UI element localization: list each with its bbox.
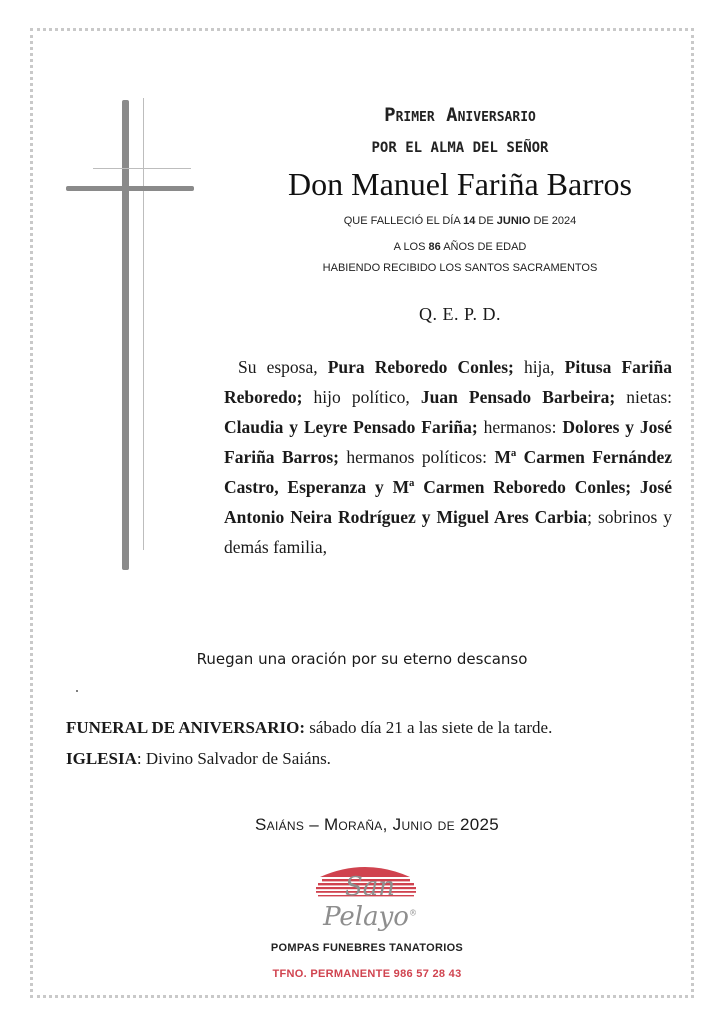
age-prefix: A LOS [393,241,429,253]
company-name: POMPAS FUNEBRES TANATORIOS [270,942,464,954]
phone-number: TFNO. PERMANENTE 986 57 28 43 [272,968,462,980]
church-line [66,743,686,774]
qepd: Q. E. P. D. [418,304,501,324]
family-text: nietas: [615,387,672,407]
family-text: ; sobrinos y demás familia, [224,507,672,557]
dedication-line: POR EL ALMA DEL SEÑOR [371,140,549,156]
family-text: hijo político, [302,387,421,407]
family-paragraph [224,352,672,562]
death-year: DE 2024 [530,215,577,227]
funeral-label: FUNERAL DE ANIVERSARIO: [66,718,305,737]
cross-horizontal-bar [66,186,194,191]
cross-horizontal-line [93,168,191,169]
deceased-name: Don Manuel Fariña Barros [288,166,632,202]
cross-vertical-line [143,98,144,550]
family-name: Dolores y José Fariña Barros; [224,417,672,467]
logo-wordmark [300,872,440,932]
registered-mark: ® [408,908,417,918]
place-date: Saiáns – Moraña, Junio de 2025 [255,815,499,834]
family-text: hermanos políticos: [339,447,495,467]
service-info [66,712,686,774]
age-value: 86 [428,241,441,253]
family-name: Claudia y Leyre Pensado Fariña; [224,417,478,437]
prayer-request: Ruegan una oración por su eterno descanso [196,650,528,668]
death-month: JUNIO [496,215,531,227]
family-text: hija, [513,357,565,377]
sacraments-line: HABIENDO RECIBIDO LOS SANTOS SACRAMENTOS [322,262,598,274]
death-date-line [200,215,720,227]
family-name: Pitusa Fariña Reboredo; [224,357,672,407]
stray-dot [76,690,78,692]
family-name: Pura Reboredo Conles; [327,357,514,377]
death-date-mid: DE [475,215,497,227]
age-line [200,241,720,253]
anniversary-title: Primer Aniversario [384,104,536,126]
family-name: Mª Carmen Fernández Castro, Esperanza y Mª Carmen Reboredo Conles; José Antonio Neira Rodríguez y Miguel Ares Carbia [224,447,672,527]
age-suffix: AÑOS DE EDAD [440,241,527,253]
logo-name: San Pelayo [323,872,409,932]
death-day: 14 [463,215,476,227]
cross-vertical-bar [122,100,129,570]
family-text: hermanos: [477,417,563,437]
funeral-text: sábado día 21 a las siete de la tarde. [304,718,553,737]
death-date-prefix: QUE FALLECIÓ EL DÍA [343,215,464,227]
family-text: Su esposa, [238,357,328,377]
church-label: IGLESIA [66,749,137,768]
church-text: : Divino Salvador de Saiáns. [136,749,331,768]
funeral-line [66,712,686,743]
family-name: Juan Pensado Barbeira; [420,387,616,407]
